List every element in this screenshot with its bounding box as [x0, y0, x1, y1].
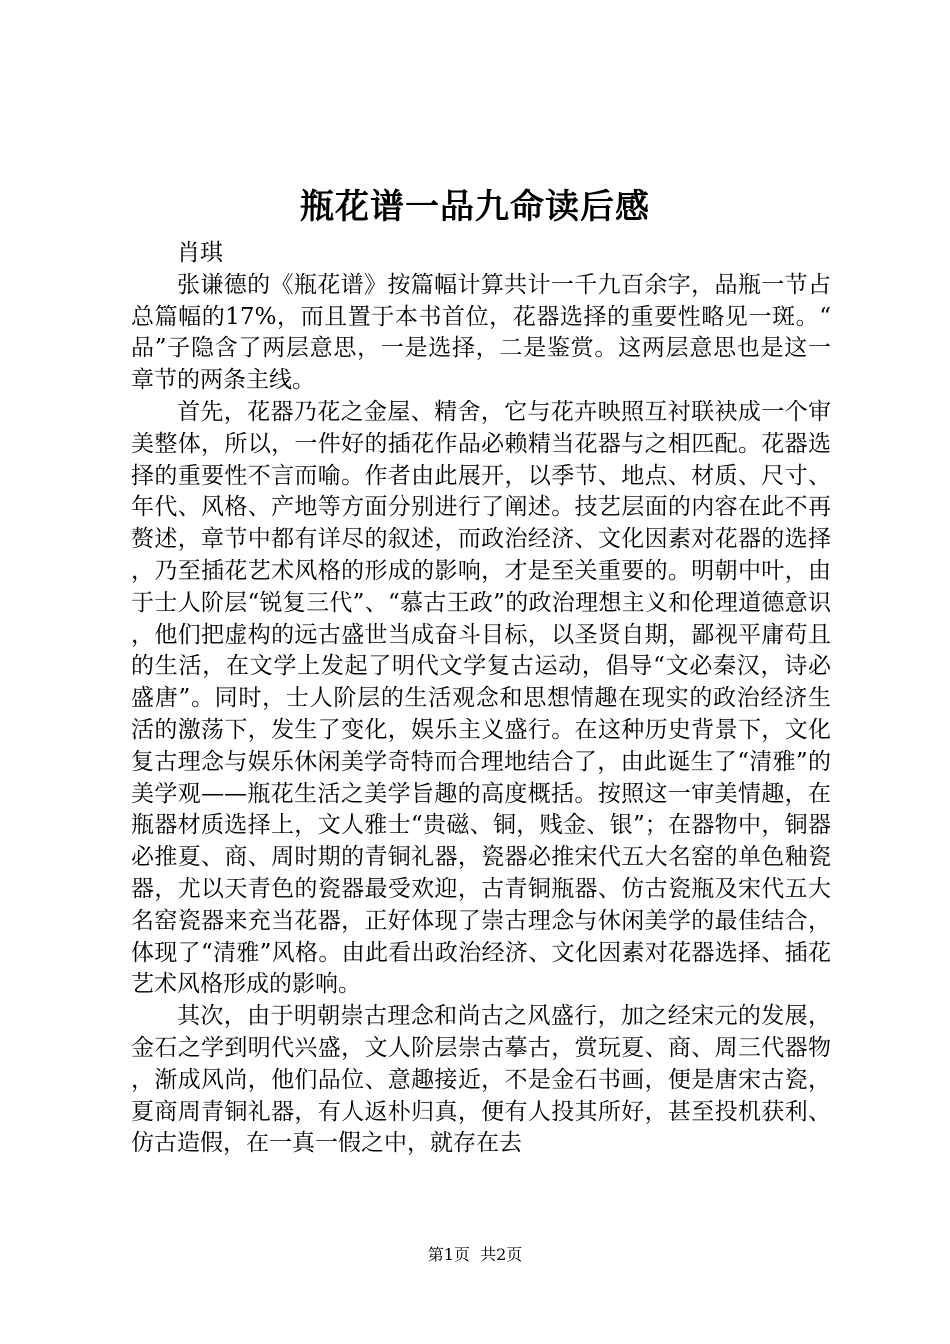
page-footer	[0, 1244, 950, 1266]
paragraph-1: 张谦德的《瓶花谱》按篇幅计算共计一千九百余字，品瓶一节占总篇幅的17%，而且置于本书首位，花器选择的重要性略见一斑。“品”子隐含了两层意思，一是选择，二是鉴赏。这两层意思也是这一章节的两条主线。	[131, 271, 831, 394]
document-title: 瓶花谱一品九命读后感	[300, 187, 650, 227]
document-body	[131, 238, 831, 1160]
author-line: 肖琪	[177, 240, 223, 266]
paragraph-3: 其次，由于明朝崇古理念和尚古之风盛行，加之经宋元的发展，金石之学到明代兴盛，文人阶层崇古摹古，赏玩夏、商、周三代器物，渐成风尚，他们品位、意趣接近，不是金石书画，便是唐宋古瓷，夏商周青铜礼器，有人返朴归真，便有人投其所好，甚至投机获利、仿古造假，在一真一假之中，就存在去	[131, 1003, 831, 1157]
page-number-current: 第1页	[427, 1245, 470, 1264]
page-number-total: 共2页	[480, 1245, 523, 1264]
paragraph-2: 首先，花器乃花之金屋、精舍，它与花卉映照互衬联袂成一个审美整体，所以，一件好的插花作品必赖精当花器与之相匹配。花器选择的重要性不言而喻。作者由此展开，以季节、地点、材质、尺寸、年代、风格、产地等方面分别进行了阐述。技艺层面的内容在此不再赘述，章节中都有详尽的叙述，而政治经济、文化因素对花器的选择，乃至插花艺术风格的形成的影响，才是至关重要的。明朝中叶，由于士人阶层“锐复三代”、“慕古王政”的政治理想主义和伦理道德意识，他们把虚构的远古盛世当成奋斗目标，以圣贤自期，鄙视平庸苟且的生活，在文学上发起了明代文学复古运动，倡导“文必秦汉，诗必盛唐”。同时，士人阶层的生活观念和思想情趣在现实的政治经济生活的激荡下，发生了变化，娱乐主义盛行。在这种历史背景下，文化复古理念与娱乐休闲美学奇特而合理地结合了，由此诞生了“清雅”的美学观——瓶花生活之美学旨趣的高度概括。按照这一审美情趣，在瓶器材质选择上，文人雅士“贵磁、铜，贱金、银”；在器物中，铜器必推夏、商、周时期的青铜礼器，瓷器必推宋代五大名窑的单色釉瓷器，尤以天青色的瓷器最受欢迎，古青铜瓶器、仿古瓷瓶及宋代五大名窑瓷器来充当花器，正好体现了崇古理念与休闲美学的最佳结合，体现了“清雅”风格。由此看出政治经济、文化因素对花器选择、插花艺术风格形成的影响。	[131, 398, 831, 998]
